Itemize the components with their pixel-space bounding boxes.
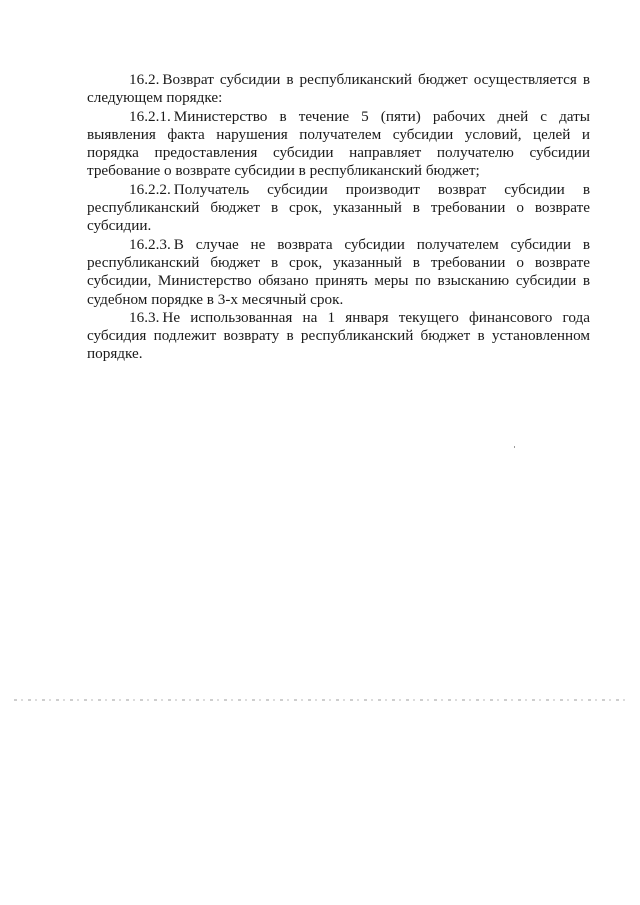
paragraph-16-2-2 bbox=[87, 181, 590, 236]
paragraph-number: 16.2.3. bbox=[129, 235, 171, 253]
scan-artifact-line bbox=[14, 699, 626, 701]
paragraph-text: Не использованная на 1 января текущего финансового года субсидия подлежит возврату в республиканский бюджет в установленном порядке. bbox=[87, 308, 590, 363]
paragraph-number: 16.2.1. bbox=[129, 107, 171, 125]
paragraph-16-3 bbox=[87, 309, 590, 364]
scan-artifact-dot bbox=[514, 446, 515, 448]
paragraph-text: Возврат субсидии в республиканский бюджет осуществляется в следующем порядке: bbox=[87, 71, 590, 107]
paragraph-16-2 bbox=[87, 71, 590, 108]
paragraph-number: 16.2.2. bbox=[129, 180, 171, 198]
paragraph-16-2-3 bbox=[87, 236, 590, 309]
paragraph-16-2-1 bbox=[87, 108, 590, 181]
paragraph-text: В случае не возврата субсидии получателем субсидии в республиканский бюджет в срок, указанный в требовании о возврате субсидии, Министерство обязано принять меры по взысканию субсидии в судебном порядке в 3-х месячный срок. bbox=[87, 235, 590, 308]
paragraph-text: Министерство в течение 5 (пяти) рабочих дней с даты выявления факта нарушения получателем субсидии условий, целей и порядка предоставления субсидии направляет получателю субсидии требование о возврате субсидии в республиканский бюджет; bbox=[87, 107, 590, 180]
paragraph-text: Получатель субсидии производит возврат субсидии в республиканский бюджет в срок, указанный в требовании о возврате субсидии. bbox=[87, 180, 590, 235]
paragraph-number: 16.3. bbox=[129, 308, 160, 326]
paragraph-number: 16.2. bbox=[129, 71, 160, 88]
document-body bbox=[87, 71, 590, 364]
